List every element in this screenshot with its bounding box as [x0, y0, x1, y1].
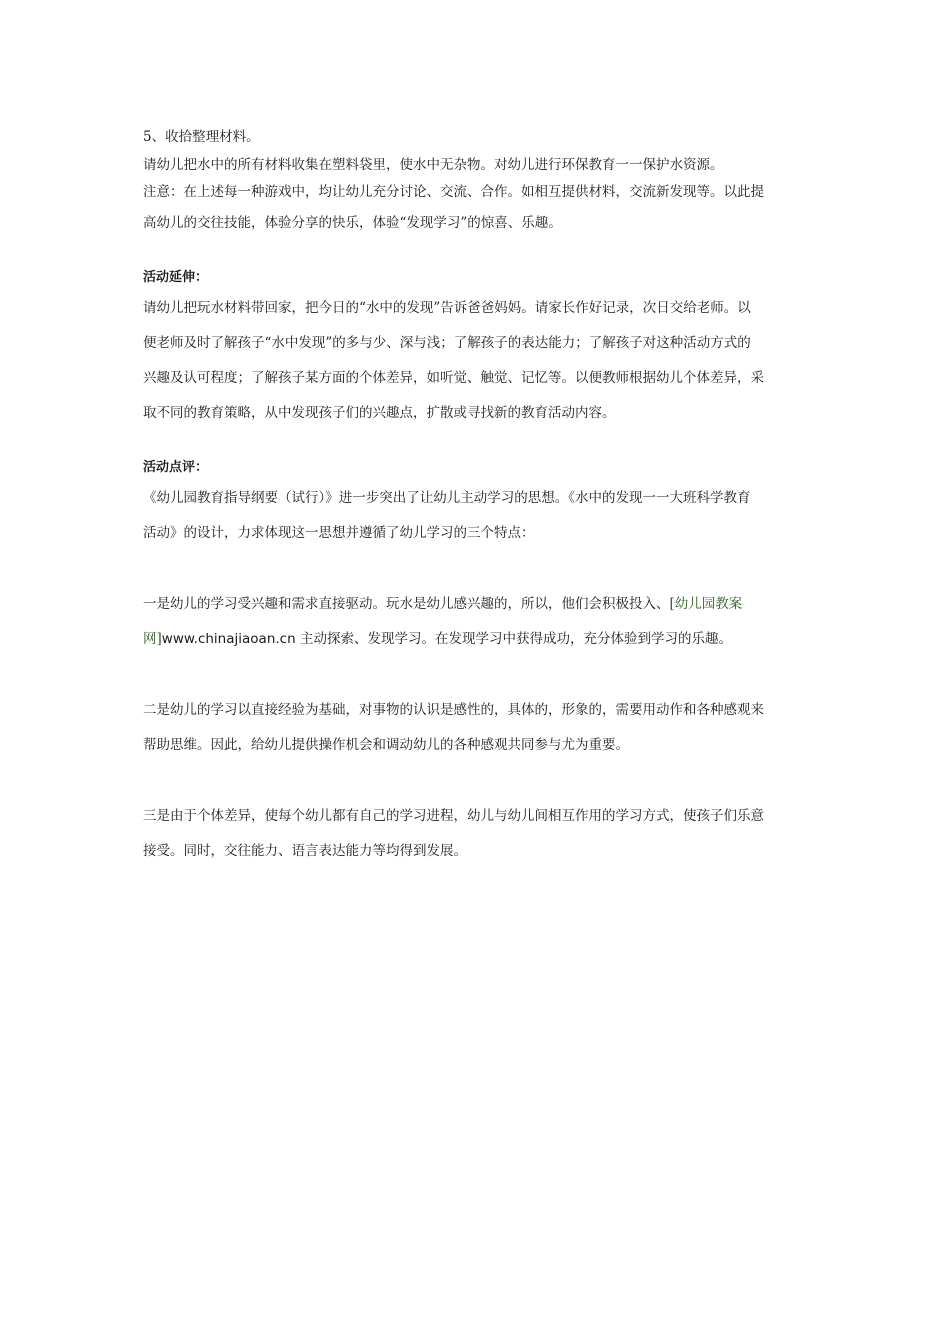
review-point-2-line-1: 二是幼儿的学习以直接经验为基础，对事物的认识是感性的，具体的，形象的，需要用动作和各种感观来 — [143, 702, 764, 718]
review-point-1-line-2 — [143, 622, 808, 657]
review-heading: 活动点评： — [143, 460, 209, 475]
spacer — [143, 431, 808, 455]
document-body — [143, 124, 808, 869]
site-link-label[interactable]: [幼儿园教案 — [669, 596, 743, 612]
review-point-3-line-1: 三是由于个体差异，使每个幼儿都有自己的学习进程，幼儿与幼儿间相互作用的学习方式，使孩子们乐意 — [143, 808, 764, 824]
spacer — [143, 551, 808, 587]
review-point-1-line-1 — [143, 587, 808, 622]
spacer — [143, 763, 808, 799]
section-5-note-line-1: 注意：在上述每一种游戏中，均让幼儿充分讨论、交流、合作。如相互提供材料，交流新发现等。以此提 — [143, 184, 764, 200]
section-5-title: 5、收拾整理材料。 — [143, 129, 260, 145]
section-5-text: 请幼儿把水中的所有材料收集在塑料袋里，使水中无杂物。对幼儿进行环保教育一一保护水资源。 — [143, 157, 724, 173]
review-point-3-line-2: 接受。同时，交往能力、语言表达能力等均得到发展。 — [143, 843, 467, 859]
spacer — [143, 657, 808, 693]
extension-line-3: 兴趣及认可程度；了解孩子某方面的个体差异，如听觉、触觉、记忆等。以便教师根据幼儿个体差异，采 — [143, 370, 764, 386]
review-point-2-line-2: 帮助思维。因此，给幼儿提供操作机会和调动幼儿的各种感观共同参与尤为重要。 — [143, 737, 629, 753]
review-point-1-text: 一是幼儿的学习受兴趣和需求直接驱动。玩水是幼儿感兴趣的，所以，他们会积极投入、 — [143, 596, 670, 612]
extension-heading: 活动延伸： — [143, 270, 209, 285]
section-5-note-line-2: 高幼儿的交往技能，体验分享的快乐，体验“发现学习”的惊喜、乐趣。 — [143, 215, 562, 231]
extension-line-1: 请幼儿把玩水材料带回家，把今日的“水中的发现”告诉爸爸妈妈。请家长作好记录，次日交给老师。以 — [143, 300, 751, 316]
site-link-url[interactable]: www.chinajiaoan.cn — [161, 631, 296, 647]
extension-line-2: 便老师及时了解孩子“水中发现”的多与少、深与浅；了解孩子的表达能力；了解孩子对这种活动方式的 — [143, 335, 751, 351]
site-link-label-end[interactable]: 网] — [143, 631, 162, 647]
review-intro-line-2: 活动》的设计，力求体现这一思想并遵循了幼儿学习的三个特点： — [143, 525, 535, 541]
spacer — [143, 241, 808, 265]
review-intro-line-1: 《幼儿园教育指导纲要（试行）》进一步突出了让幼儿主动学习的思想。《水中的发现一一大班科学教育 — [143, 490, 751, 506]
review-point-1-text-end: 主动探索、发现学习。在发现学习中获得成功，充分体验到学习的乐趣。 — [295, 631, 732, 647]
extension-line-4: 取不同的教育策略，从中发现孩子们的兴趣点，扩散或寻找新的教育活动内容。 — [143, 405, 616, 421]
